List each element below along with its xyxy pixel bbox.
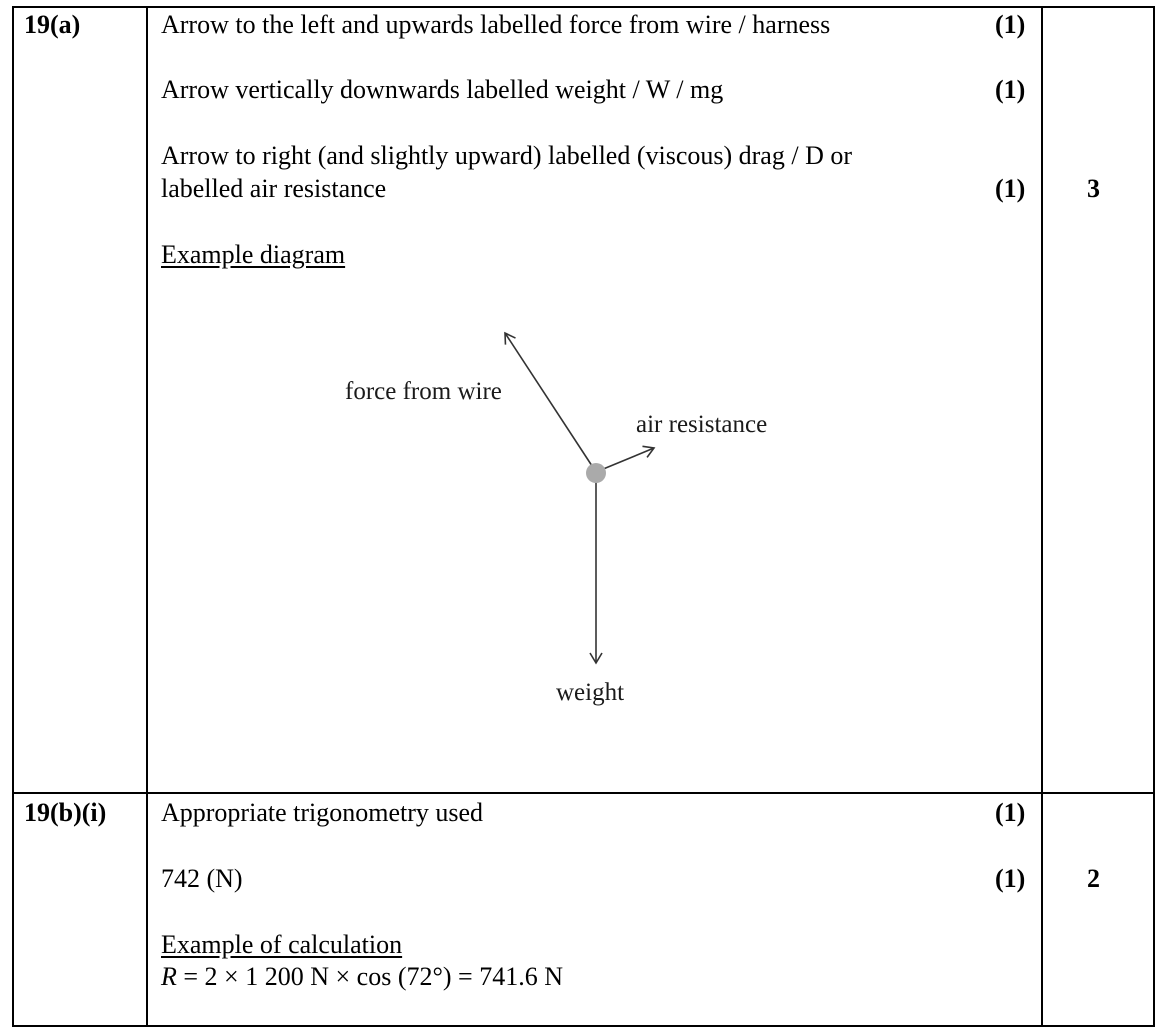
marking-point-text: labelled air resistance	[161, 174, 387, 203]
row-divider	[12, 792, 1155, 794]
calculation-variable: R	[161, 962, 177, 991]
mark-value: (1)	[995, 798, 1026, 827]
table-bottom-border	[12, 1025, 1155, 1027]
marking-point-text: Arrow vertically downwards labelled weight / W / mg	[161, 75, 724, 104]
total-marks: 3	[1087, 174, 1100, 203]
calculation-expression: = 2 × 1 200 N × cos (72°) = 741.6 N	[176, 962, 563, 991]
marking-point-text: Arrow to right (and slightly upward) labelled (viscous) drag / D or	[161, 141, 853, 170]
example-calculation-heading: Example of calculation	[161, 930, 403, 959]
weight-label: weight	[556, 679, 625, 706]
example-diagram-heading: Example diagram	[161, 240, 346, 269]
marking-point-text: 742 (N)	[161, 864, 243, 893]
total-column-divider	[1041, 6, 1043, 1027]
table-left-border	[12, 6, 14, 1027]
air-resistance-label: air resistance	[636, 411, 768, 438]
question-number: 19(a)	[24, 10, 81, 39]
force-from-wire-label: force from wire	[345, 378, 502, 405]
total-marks: 2	[1087, 864, 1100, 893]
mark-value: (1)	[995, 864, 1026, 893]
force-diagram	[300, 300, 860, 720]
marking-point-text: Appropriate trigonometry used	[161, 798, 484, 827]
marking-point-text: Arrow to the left and upwards labelled force from wire / harness	[161, 10, 831, 39]
question-number: 19(b)(i)	[24, 798, 107, 827]
mark-value: (1)	[995, 10, 1026, 39]
question-column-divider	[146, 6, 148, 1027]
calculation-line	[161, 961, 563, 993]
body-point	[586, 463, 606, 483]
force-from-wire-arrow	[505, 333, 596, 472]
table-top-border	[12, 6, 1155, 8]
mark-value: (1)	[995, 174, 1026, 203]
table-right-border	[1153, 6, 1155, 1027]
mark-value: (1)	[995, 75, 1026, 104]
